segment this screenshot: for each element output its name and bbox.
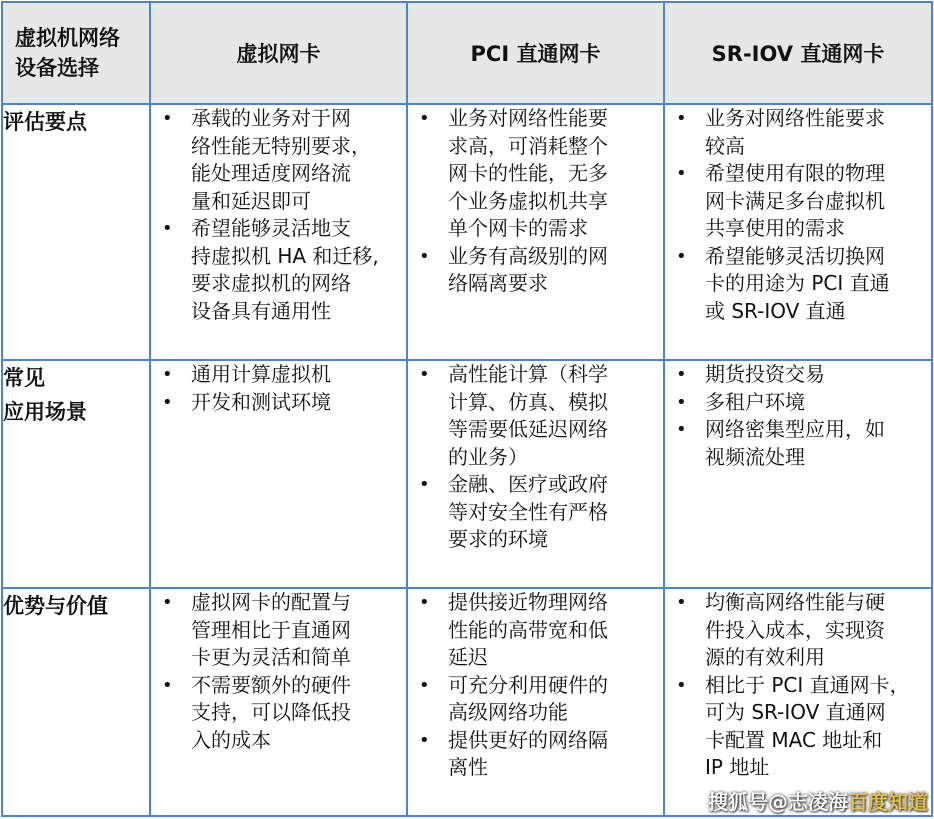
table-cell [664,104,932,360]
bullet-item: • 承载的业务对于网 络性能无特别要求， 能处理适度网络流 量和延迟即可 [191,105,406,215]
table-cell [150,360,407,588]
bullet-item: • 多租户环境 [705,389,931,417]
bullet-item: • 希望能够灵活地支 持虚拟机 HA 和迁移, 要求虚拟机的网络 设备具有通用性 [191,215,406,325]
bullet-item: • 希望使用有限的物理 网卡满足多台虚拟机 共享使用的需求 [705,160,931,243]
bullet-item: • 高性能计算（科学 计算、仿真、模拟 等需要低延迟网络 的业务） [448,361,663,471]
row-common-scenarios [2,360,932,588]
column-header-pci-passthrough: PCI 直通网卡 [407,2,664,104]
watermark [708,786,928,815]
table-cell [407,104,664,360]
table-cell [664,588,932,816]
bullet-item: • 不需要额外的硬件 支持，可以降低投 入的成本 [191,672,406,755]
bullet-item: • 网络密集型应用，如 视频流处理 [705,416,931,471]
bullet-item: • 提供接近物理网络 性能的高带宽和低 延迟 [448,589,663,672]
bullet-list [151,361,406,416]
table-cell [407,360,664,588]
bullet-item: • 虚拟网卡的配置与 管理相比于直通网 卡更为灵活和简单 [191,589,406,672]
bullet-list [408,105,663,298]
bullet-list [665,589,931,782]
table-cell [407,588,664,816]
watermark-prefix: 搜狐号@志凌海 [708,790,848,814]
bullet-list [408,361,663,554]
bullet-list [151,589,406,754]
bullet-item: • 均衡高网络性能与硬 件投入成本，实现资 源的有效利用 [705,589,931,672]
row-header-label: 评估要点 [3,110,87,134]
bullet-item: • 开发和测试环境 [191,389,406,417]
bullet-item: • 业务对网络性能要求 较高 [705,105,931,160]
comparison-table [1,1,933,817]
row-header-label: 常见 应用场景 [3,366,87,424]
bullet-list [408,589,663,782]
corner-label: 虚拟机网络 设备选择 [15,26,120,80]
row-evaluation-points [2,104,932,360]
bullet-item: • 通用计算虚拟机 [191,361,406,389]
watermark-brand: 百度知道 [848,790,928,814]
bullet-list [151,105,406,325]
table-cell [664,360,932,588]
table-cell [150,104,407,360]
bullet-item: • 希望能够灵活切换网 卡的用途为 PCI 直通 或 SR-IOV 直通 [705,243,931,326]
row-header-label: 优势与价值 [3,594,108,618]
bullet-item: • 业务对网络性能要 求高，可消耗整个 网卡的性能，无多 个业务虚拟机共享 单个网卡的需求 [448,105,663,243]
table-cell [150,588,407,816]
bullet-item: • 提供更好的网络隔 离性 [448,727,663,782]
bullet-item: • 期货投资交易 [705,361,931,389]
row-header [2,360,150,588]
bullet-item: • 业务有高级别的网 络隔离要求 [448,243,663,298]
bullet-item: • 可充分利用硬件的 高级网络功能 [448,672,663,727]
bullet-list [665,361,931,471]
bullet-item: • 金融、医疗或政府 等对安全性有严格 要求的环境 [448,471,663,554]
column-header-sriov-passthrough: SR-IOV 直通网卡 [664,2,932,104]
row-header [2,104,150,360]
row-advantages-value [2,588,932,816]
row-header [2,588,150,816]
corner-header [2,2,150,104]
header-row [2,2,932,104]
column-header-virtual-nic: 虚拟网卡 [150,2,407,104]
bullet-item: • 相比于 PCI 直通网卡， 可为 SR-IOV 直通网 卡配置 MAC 地址和 IP 地址 [705,672,931,782]
bullet-list [665,105,931,325]
